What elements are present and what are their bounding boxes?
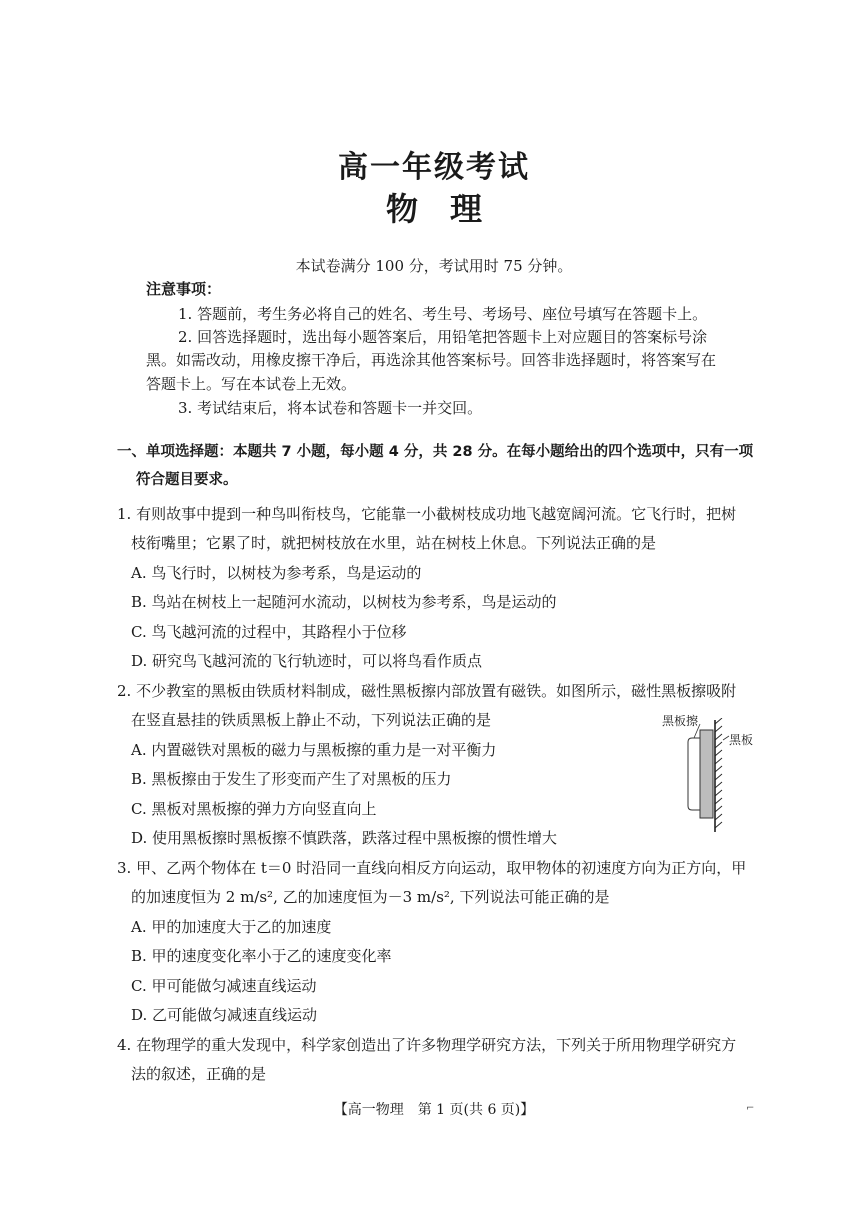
question-1-option-c: C. 鸟飞越河流的过程中，其路程小于位移 (131, 623, 407, 641)
question-3-option-a: A. 甲的加速度大于乙的加速度 (131, 918, 332, 936)
footer-mark: ⌐ (746, 1103, 755, 1114)
question-1-stem: 枝衔嘴里；它累了时，就把树枝放在水里，站在树枝上休息。下列说法正确的是 (131, 534, 657, 552)
notes-heading: 注意事项： (146, 280, 222, 298)
question-2-option-c: C. 黑板对黑板擦的弹力方向竖直向上 (131, 800, 377, 818)
notes-line: 2. 回答选择题时，选出每小题答案后，用铅笔把答题卡上对应题目的答案标号涂 (178, 328, 708, 346)
question-4-stem: 法的叙述，正确的是 (131, 1065, 267, 1083)
eraser-leader-line (694, 724, 700, 738)
question-2-stem: 在竖直悬挂的铁质黑板上静止不动，下列说法正确的是 (131, 711, 492, 729)
question-1-option-b: B. 鸟站在树枝上一起随河水流动，以树枝为参考系，鸟是运动的 (131, 593, 557, 611)
eraser-body (700, 730, 713, 818)
notes-line: 3. 考试结束后，将本试卷和答题卡一并交回。 (178, 399, 483, 417)
question-3-option-b: B. 甲的速度变化率小于乙的速度变化率 (131, 947, 392, 965)
eraser-handle (688, 738, 700, 810)
section-heading: 一、单项选择题：本题共 7 小题，每小题 4 分，共 28 分。在每小题给出的四个选项中，只有一项 (117, 444, 754, 460)
question-3-stem: 3. 甲、乙两个物体在 t＝0 时沿同一直线向相反方向运动，取甲物体的初速度方向为正方向，甲 (117, 859, 747, 877)
question-1-option-a: A. 鸟飞行时，以树枝为参考系，鸟是运动的 (131, 564, 422, 582)
notes-line: 1. 答题前，考生务必将自己的姓名、考生号、考场号、座位号填写在答题卡上。 (178, 305, 708, 323)
question-1-option-d: D. 研究鸟飞越河流的飞行轨迹时，可以将鸟看作质点 (131, 652, 483, 670)
blackboard-eraser-figure (680, 718, 730, 834)
question-3-option-d: D. 乙可能做匀减速直线运动 (131, 1006, 318, 1024)
eraser-label: 黑板擦 (662, 714, 699, 728)
question-1-stem: 1. 有则故事中提到一种鸟叫衔枝鸟，它能靠一小截树枝成功地飞越宽阔河流。它飞行时，把树 (117, 505, 737, 523)
board-label: 黑板 (729, 733, 754, 747)
question-2-option-a: A. 内置磁铁对黑板的磁力与黑板擦的重力是一对平衡力 (131, 741, 497, 759)
notes-line: 黑。如需改动，用橡皮擦干净后，再选涂其他答案标号。回答非选择题时，将答案写在 (146, 351, 717, 369)
question-2-stem: 2. 不少教室的黑板由铁质材料制成，磁性黑板擦内部放置有磁铁。如图所示，磁性黑板擦吸附 (117, 682, 737, 700)
notes-line: 答题卡上。写在本试卷上无效。 (146, 375, 357, 393)
question-2-option-d: D. 使用黑板擦时黑板擦不慎跌落，跌落过程中黑板擦的惯性增大 (131, 829, 558, 847)
exam-info: 本试卷满分 100 分，考试用时 75 分钟。 (295, 257, 573, 275)
question-4-stem: 4. 在物理学的重大发现中，科学家创造出了许多物理学研究方法，下列关于所用物理学研究方 (117, 1036, 737, 1054)
board-leader-line (723, 736, 729, 740)
page-footer: 【高一物理 第 1 页(共 6 页)】 (333, 1102, 535, 1118)
question-2-option-b: B. 黑板擦由于发生了形变而产生了对黑板的压力 (131, 770, 452, 788)
blackboard-hatching (715, 718, 722, 828)
subject-title: 物 理 (385, 190, 482, 228)
section-heading-cont: 符合题目要求。 (136, 472, 238, 488)
question-3-stem: 的加速度恒为 2 m/s², 乙的加速度恒为－3 m/s², 下列说法可能正确的是 (131, 888, 610, 906)
question-3-option-c: C. 甲可能做匀减速直线运动 (131, 977, 317, 995)
exam-title: 高一年级考试 (338, 150, 530, 185)
